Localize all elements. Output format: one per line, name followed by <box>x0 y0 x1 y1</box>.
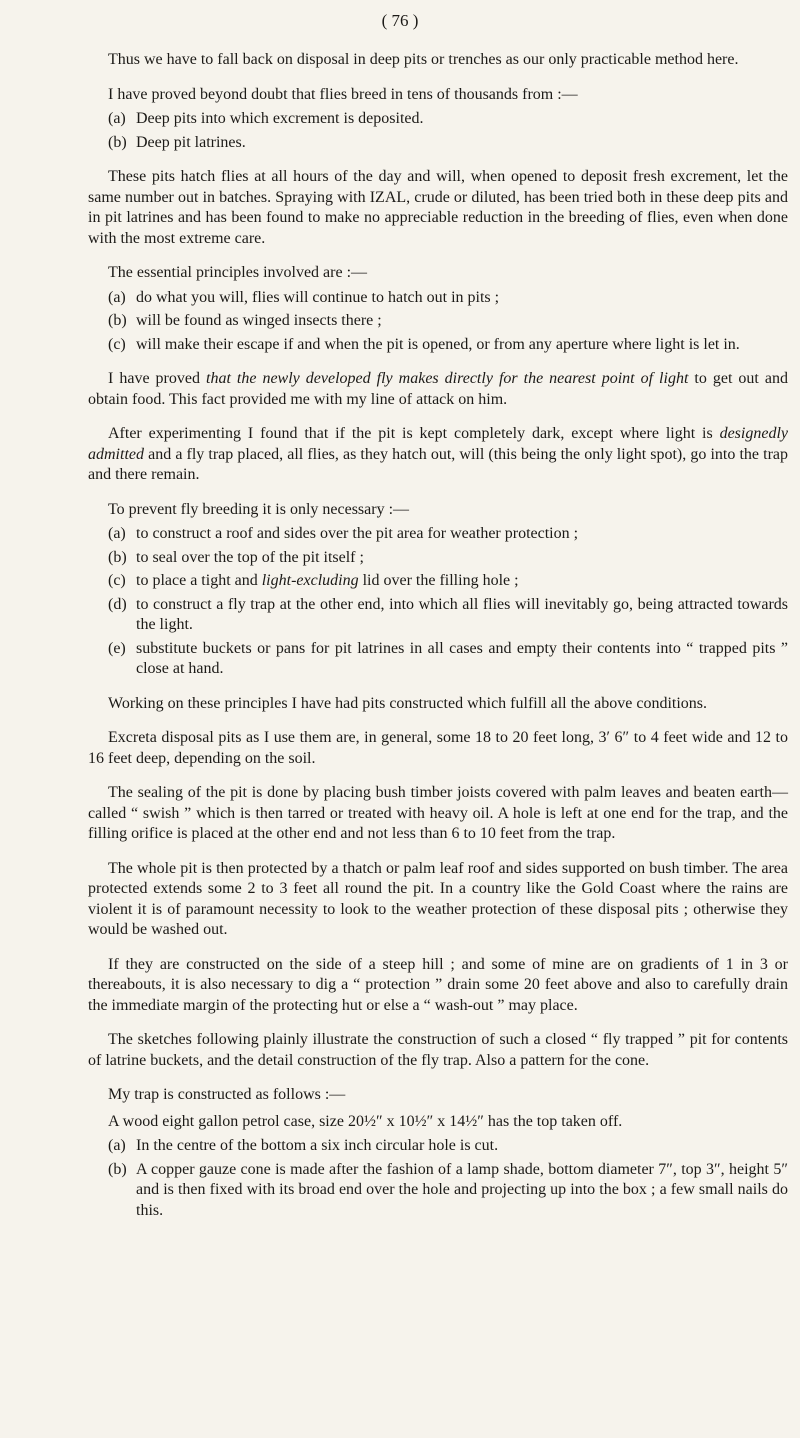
list-text: A copper gauze cone is made after the fashion of a lamp shade, bottom diameter 7″, top 3″, height 5″ and is then fixed with its broad end over the hole and projecting up into the box ; a few small nails do this. <box>136 1160 788 1219</box>
list-item <box>108 1136 788 1157</box>
list-breeding-sites <box>88 109 788 153</box>
list-item <box>108 109 788 130</box>
list-label: (b) <box>108 548 127 566</box>
list-item <box>108 595 788 636</box>
list-label: (e) <box>108 639 126 657</box>
emphasis: that the newly developed fly makes directly for the nearest point of light <box>206 370 689 387</box>
paragraph: My trap is constructed as follows :— <box>108 1086 346 1103</box>
paragraph: To prevent fly breeding it is only necessary :— <box>108 500 410 518</box>
list-item <box>108 335 788 356</box>
paragraph: The whole pit is then protected by a thatch or palm leaf roof and sides supported on bush timber. The area protected extends some 2 to 3 feet all round the pit. In a country like the Gold Coast where the rains are violent it is of paramount necessity to look to the weather protection of these disposal pits ; otherwise they would be washed out. <box>88 859 788 938</box>
list-item <box>108 1160 788 1222</box>
list-label: (a) <box>108 110 126 127</box>
list-text: substitute buckets or pans for pit latrines in all cases and empty their contents into “ trapped pits ” close at hand. <box>136 639 788 677</box>
list-item <box>108 571 788 592</box>
paragraph: A wood eight gallon petrol case, size 20½″ x 10½″ x 14½″ has the top taken off. <box>108 1112 623 1130</box>
paragraph: The essential principles involved are :— <box>108 264 368 281</box>
list-text: to construct a fly trap at the other end, into which all flies will inevitably go, being attracted towards the light. <box>136 595 788 633</box>
emphasis: light-excluding <box>261 572 359 589</box>
list-label: (a) <box>108 1137 126 1154</box>
list-text: Deep pits into which excrement is deposited. <box>136 110 424 127</box>
paragraph: Thus we have to fall back on disposal in deep pits or trenches as our only practicable method here. <box>108 51 739 68</box>
list-label: (c) <box>108 335 126 353</box>
paragraph: After experimenting I found that if the pit is kept completely dark, except where light is designedly admitted and a fly trap placed, all flies, as they hatch out, will (this being the only light spot), go into the trap and there remain. <box>88 425 788 483</box>
emphasis: designedly admitted <box>88 425 788 463</box>
list-label: (b) <box>108 312 127 329</box>
list-item <box>108 639 788 680</box>
paragraph: I have proved that the newly developed fly makes directly for the nearest point of light to get out and obtain food. This fact provided me with my line of attack on him. <box>88 370 788 408</box>
list-text: do what you will, flies will continue to hatch out in pits ; <box>136 288 500 306</box>
paragraph: The sealing of the pit is done by placing bush timber joists covered with palm leaves and beaten earth—called “ swish ” which is then tarred or treated with heavy oil. A hole is left at one end for the trap, and the filling orifice is placed at the other end and not less than 6 to 10 feet from the trap. <box>88 784 788 842</box>
page-number: ( 76 ) <box>381 11 419 30</box>
paragraph: The sketches following plainly illustrate the construction of such a closed “ fly trapped ” pit for contents of latrine buckets, and the detail construction of the fly trap. Also a pattern for the cone. <box>88 1031 788 1069</box>
list-label: (c) <box>108 572 126 589</box>
list-trap-construction <box>88 1136 788 1221</box>
paragraph: If they are constructed on the side of a steep hill ; and some of mine are on gradients of 1 in 3 or thereabouts, it is also necessary to dig a “ protection ” drain some 20 feet above and also to carefully drain the immediate margin of the protecting hut or else a “ wash-out ” may place. <box>88 955 788 1014</box>
list-prevention <box>88 524 788 680</box>
list-label: (d) <box>108 595 127 613</box>
list-item <box>108 524 788 545</box>
list-label: (b) <box>108 1160 127 1178</box>
list-text: In the centre of the bottom a six inch circular hole is cut. <box>136 1137 499 1154</box>
list-label: (a) <box>108 288 126 306</box>
paragraph: Excreta disposal pits as I use them are, in general, some 18 to 20 feet long, 3′ 6″ to 4 feet wide and 12 to 16 feet deep, depending on the soil. <box>88 729 788 767</box>
document-body <box>88 50 788 1235</box>
list-principles <box>88 288 788 356</box>
list-item <box>108 311 788 332</box>
paragraph: These pits hatch flies at all hours of the day and will, when opened to deposit fresh excrement, let the same number out in batches. Spraying with IZAL, crude or diluted, has been tried both in these deep pits and in pit latrines and has been found to make no appreciable reduction in the breeding of flies, even when done with the most extreme care. <box>88 168 788 247</box>
paragraph: Working on these principles I have had pits constructed which fulfill all the above conditions. <box>108 694 708 712</box>
list-text: to construct a roof and sides over the pit area for weather protection ; <box>136 525 579 542</box>
paragraph: I have proved beyond doubt that flies breed in tens of thousands from :— <box>108 85 578 103</box>
list-text: will be found as winged insects there ; <box>136 312 382 329</box>
list-text: Deep pit latrines. <box>136 133 246 151</box>
list-label: (b) <box>108 133 127 151</box>
list-item <box>108 548 788 569</box>
list-text: to seal over the top of the pit itself ; <box>136 548 364 566</box>
list-item <box>108 288 788 309</box>
list-text: to place a tight and light-excluding lid over the filling hole ; <box>136 572 519 589</box>
list-text: will make their escape if and when the pit is opened, or from any aperture where light is let in. <box>136 335 740 353</box>
list-item <box>108 133 788 154</box>
list-label: (a) <box>108 525 126 542</box>
